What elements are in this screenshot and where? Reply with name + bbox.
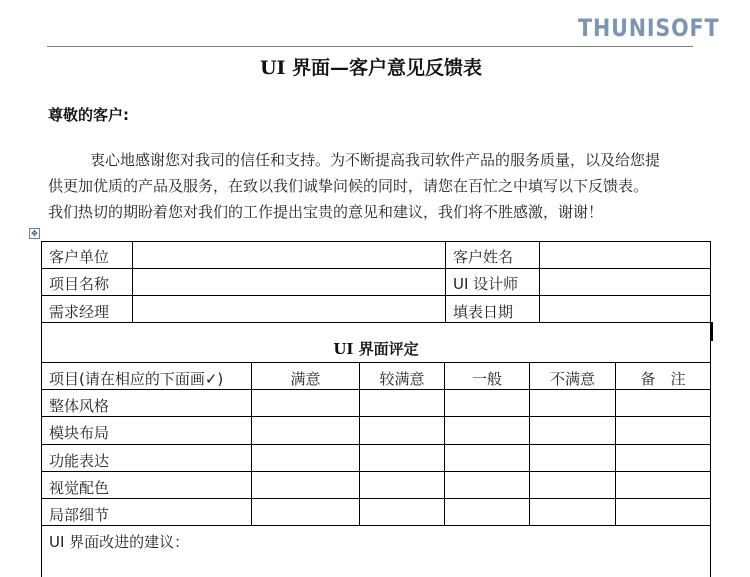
salutation: 尊敬的客户: bbox=[48, 106, 129, 124]
requirements-manager-field[interactable] bbox=[133, 296, 445, 322]
label-customer-unit: 客户单位 bbox=[49, 248, 110, 266]
header-satisfied: 满意 bbox=[290, 370, 321, 388]
table-rule bbox=[445, 241, 446, 322]
suggestion-label: UI 界面改进的建议： bbox=[49, 533, 190, 551]
table-rule bbox=[41, 416, 711, 417]
customer-unit-field[interactable] bbox=[133, 242, 445, 268]
ui-designer-field[interactable] bbox=[540, 269, 710, 295]
header-item: 项目(请在相应的下面画✓) bbox=[49, 370, 224, 388]
table-rule bbox=[41, 525, 711, 526]
rating-item-function-expression: 功能表达 bbox=[49, 452, 110, 470]
header-average: 一般 bbox=[471, 370, 502, 388]
header-unsatisfied: 不满意 bbox=[549, 370, 595, 388]
table-rule bbox=[41, 471, 711, 472]
customer-name-field[interactable] bbox=[540, 242, 710, 268]
fill-date-field[interactable] bbox=[540, 296, 710, 322]
label-fill-date: 填表日期 bbox=[453, 303, 514, 321]
feedback-form-table bbox=[41, 241, 711, 577]
table-rule bbox=[41, 322, 711, 323]
section-title-ui-rating: UI 界面评定 bbox=[333, 340, 419, 358]
document-title: UI 界面—客户意见反馈表 bbox=[259, 57, 483, 79]
text-cursor bbox=[711, 322, 713, 341]
intro-line-1: 衷心地感谢您对我司的信任和支持。为不断提高我司软件产品的服务质量，以及给您提 bbox=[90, 151, 661, 169]
label-ui-designer: UI 设计师 bbox=[453, 275, 519, 293]
label-project-name: 项目名称 bbox=[49, 275, 110, 293]
rating-item-overall-style: 整体风格 bbox=[49, 397, 110, 415]
table-border-right bbox=[710, 241, 711, 577]
label-requirements-manager: 需求经理 bbox=[49, 303, 110, 321]
table-rule bbox=[41, 498, 711, 499]
header-remarks: 备 注 bbox=[640, 370, 686, 388]
suggestion-field[interactable] bbox=[42, 553, 710, 577]
intro-line-3: 我们热切的期盼着您对我们的工作提出宝贵的意见和建议，我们将不胜感激，谢谢！ bbox=[48, 203, 604, 221]
table-rule bbox=[41, 444, 711, 445]
rating-item-module-layout: 模块布局 bbox=[49, 424, 110, 442]
thunisoft-logo: THUNISOFT bbox=[578, 14, 720, 42]
table-rule bbox=[41, 389, 711, 390]
intro-paragraph bbox=[48, 147, 696, 225]
label-customer-name: 客户姓名 bbox=[453, 248, 514, 266]
table-border-left bbox=[41, 241, 42, 577]
intro-line-2: 供更加优质的产品及服务，在致以我们诚挚问候的同时，请您在百忙之中填写以下反馈表。 bbox=[48, 177, 649, 195]
header-rule bbox=[47, 46, 693, 47]
rating-item-local-details: 局部细节 bbox=[49, 506, 110, 524]
table-rule bbox=[41, 362, 711, 363]
table-move-handle-icon[interactable]: ✥ bbox=[29, 228, 40, 239]
rating-item-visual-color: 视觉配色 bbox=[49, 479, 110, 497]
header-fairly-satisfied: 较满意 bbox=[379, 370, 425, 388]
project-name-field[interactable] bbox=[133, 269, 445, 295]
